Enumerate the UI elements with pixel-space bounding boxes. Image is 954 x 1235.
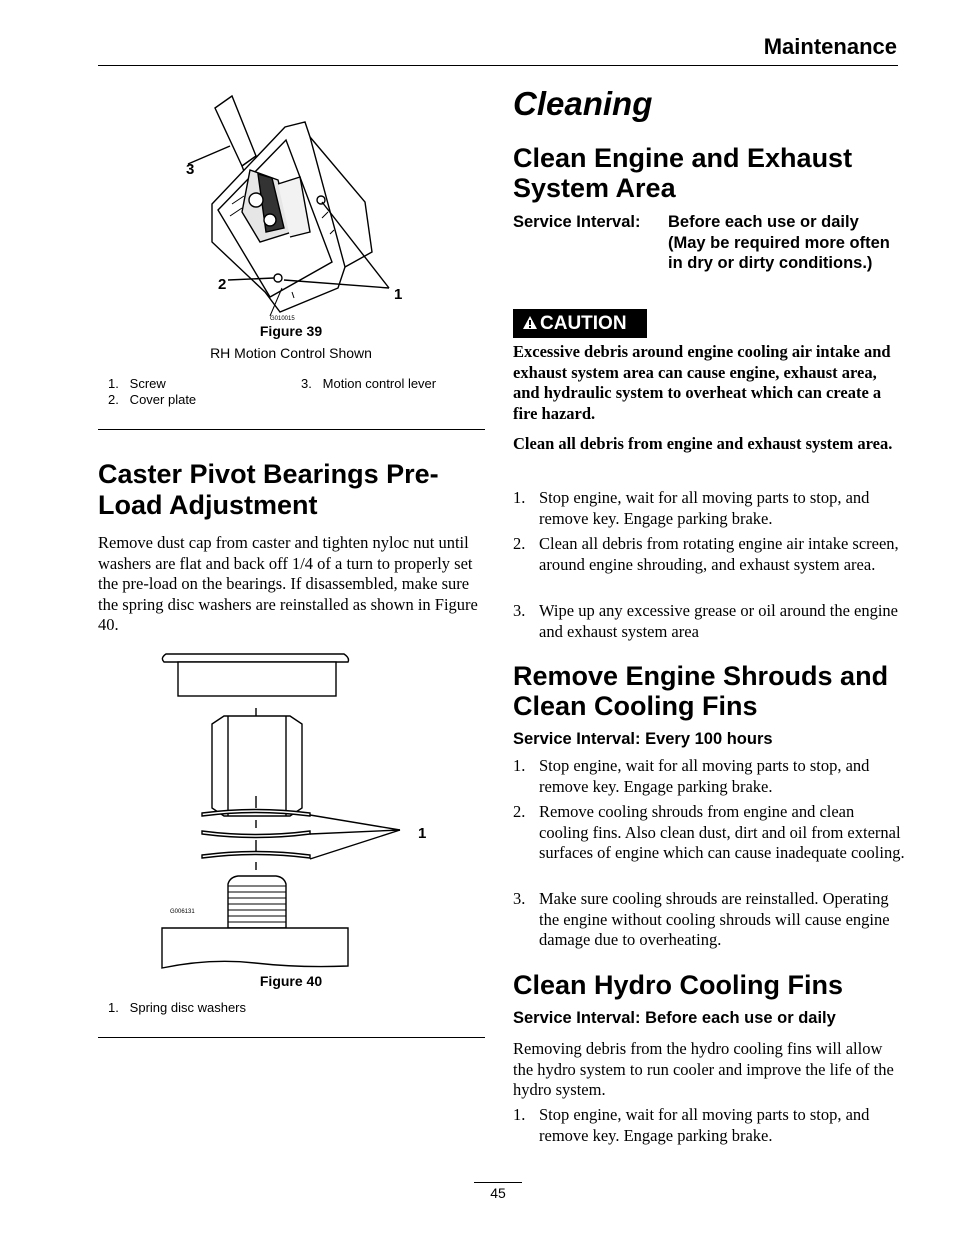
figure-40-illustration	[150, 650, 440, 972]
figure-39-legend	[108, 376, 484, 412]
hydro-steps-list: 1. Stop engine, wait for all moving parts to stop, and remove key. Engage parking brake.	[513, 1105, 870, 1145]
figure-39-callout-2: 2	[218, 276, 227, 293]
divider	[98, 1037, 485, 1038]
nyloc-nut	[212, 716, 302, 816]
threaded-stud	[228, 876, 286, 928]
cleaning-title: Cleaning	[513, 85, 653, 122]
legend-item-screw: 1. Screw	[108, 376, 166, 391]
dust-cap	[162, 654, 348, 662]
figure-39-part-code: G010015	[270, 316, 295, 322]
header-rule	[98, 65, 898, 66]
hydro-cooling-heading: Clean Hydro Cooling Fins	[513, 970, 844, 1000]
caution-instruction: Clean all debris from engine and exhaust system area.	[513, 434, 893, 453]
legend-item-spring-disc-washers: 1. Spring disc washers	[108, 1000, 247, 1015]
hydro-body: Removing debris from the hydro cooling fins will allow the hydro system to run cooler and improve the life of the hydro system.	[513, 1039, 894, 1099]
warning-triangle-icon	[522, 315, 538, 330]
figure-39-callout-1: 1	[394, 286, 403, 303]
figure-40-caption: Figure 40	[259, 973, 323, 989]
service-interval-value: Before each use or daily (May be required more often in dry or dirty conditions.)	[668, 213, 890, 272]
engine-steps-list: 1. Stop engine, wait for all moving parts to stop, and remove key. Engage parking brake. 2. Clean all debris from rotating engine air intake screen, around engine shrouding, and exhaust system area. 3. Wipe up any excessive grease or oil around the engine and exhaust system area	[513, 488, 899, 641]
engine-shrouds-heading: Remove Engine Shrouds and Clean Cooling Fins	[513, 661, 889, 721]
figure-40-part-code: G006131	[170, 909, 195, 915]
service-interval-label: Service Interval:	[513, 213, 641, 231]
motion-control-lever	[215, 96, 256, 166]
caster-section-body: Remove dust cap from caster and tighten nyloc nut until washers are flat and back off 1/4 of a turn to properly set the pre-load on the bearings. If disassembled, make sure the spring disc washers are reinstalled as shown in Figure 40.	[98, 533, 478, 634]
caster-fork	[162, 928, 348, 968]
spring-disc-washer-2	[202, 831, 310, 838]
caution-label: CAUTION	[540, 313, 627, 334]
figure-39-subcaption: RH Motion Control Shown	[210, 345, 372, 361]
figure-40-callout-1: 1	[418, 825, 427, 842]
shrouds-steps-list: 1. Stop engine, wait for all moving parts to stop, and remove key. Engage parking brake. 2. Remove cooling shrouds from engine and clean cooling fins. Also clean dust, dirt and oil from external surfaces of engine which can cause inadequate cooling. 3. Make sure cooling shrouds are reinstalled. Operating the engine without cooling shrouds will cause engine damage due to overheating.	[513, 756, 905, 949]
figure-39-caption: Figure 39	[259, 323, 323, 339]
figure-39-illustration	[160, 92, 420, 324]
caution-badge	[513, 309, 647, 338]
page-number: 45	[490, 1185, 506, 1201]
legend-item-motion-control-lever: 3. Motion control lever	[301, 376, 437, 391]
section-header-title: Maintenance	[763, 34, 897, 59]
engine-exhaust-heading: Clean Engine and Exhaust System Area	[513, 143, 853, 203]
legend-item-cover-plate: 2. Cover plate	[108, 392, 197, 407]
footer-rule	[474, 1182, 522, 1183]
shrouds-service-interval: Service Interval: Every 100 hours	[513, 730, 773, 748]
caster-section-heading: Caster Pivot Bearings Pre-Load Adjustment	[98, 459, 439, 520]
divider	[98, 429, 485, 430]
spring-disc-washer-3	[202, 852, 310, 859]
figure-39-callout-3: 3	[186, 161, 195, 178]
hydro-service-interval: Service Interval: Before each use or daily	[513, 1009, 836, 1027]
caution-text: Excessive debris around engine cooling air intake and exhaust system area can cause engine, exhaust area, and hydraulic system to overheat which can create a fire hazard.	[513, 342, 891, 423]
